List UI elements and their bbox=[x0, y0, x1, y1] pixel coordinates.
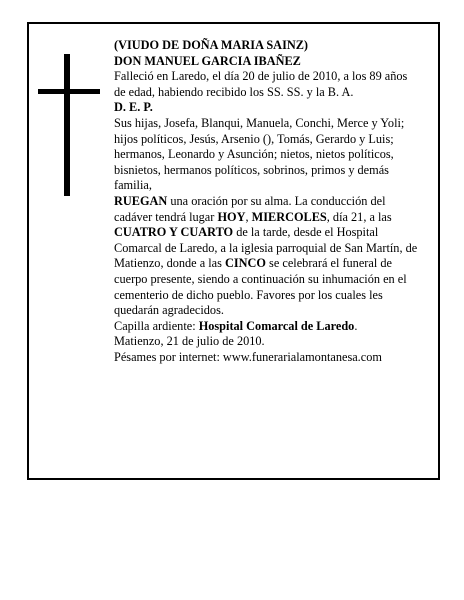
condolences-line: Pésames por internet: www.funerarialamontanesa.com bbox=[114, 349, 382, 364]
request-text-1: una oración por su alma. La conducción del cadáver tendrá lugar bbox=[114, 193, 386, 224]
request-comma: , bbox=[245, 209, 252, 224]
chapel-line bbox=[114, 319, 426, 335]
service-time: CINCO bbox=[224, 256, 266, 271]
cross-icon bbox=[38, 54, 100, 196]
hoy-word: HOY bbox=[217, 209, 246, 224]
chapel-place: Hospital Comarcal de Laredo bbox=[198, 318, 355, 333]
ruegan-word: RUEGAN bbox=[114, 193, 168, 208]
obituary-text bbox=[114, 38, 426, 365]
dep-abbreviation: D. E. P. bbox=[114, 100, 153, 115]
request-text-3: de la tarde, desde el Hospital Comarcal de Laredo, a la iglesia parroquial de San Martín, de Matienzo, donde a las bbox=[114, 225, 418, 271]
deceased-name: DON MANUEL GARCIA IBAÑEZ bbox=[114, 53, 301, 68]
cross-vertical-bar bbox=[64, 54, 70, 196]
request-text-4: se celebrará el funeral de cuerpo presente, siendo a continuación su inhumación en el cementerio de dicho pueblo. Favores por los cuales les quedarán agradecidos. bbox=[114, 256, 407, 318]
place-date: Matienzo, 21 de julio de 2010. bbox=[114, 334, 265, 349]
request-text-2: , día 21, a las bbox=[326, 209, 392, 224]
cross-horizontal-bar bbox=[38, 89, 100, 94]
funeral-time: CUATRO Y CUARTO bbox=[114, 225, 234, 240]
family-list: Sus hijas, Josefa, Blanqui, Manuela, Conchi, Merce y Yoli; hijos políticos, Jesús, Arsenio (), Tomás, Gerardo y Luis; hermanos, Leonardo y Asunción; nietos, nietos políticos, bisnietos, hermanos políticos, sobrinos, primos y demás familia, bbox=[114, 115, 405, 193]
widower-of-line: (VIUDO DE DOÑA MARIA SAINZ) bbox=[114, 38, 309, 52]
funeral-day: MIERCOLES bbox=[251, 209, 327, 224]
chapel-end: . bbox=[354, 318, 358, 333]
chapel-label: Capilla ardiente: bbox=[114, 318, 199, 333]
death-announcement: Falleció en Laredo, el día 20 de julio de 2010, a los 89 años bbox=[114, 69, 408, 84]
funeral-request bbox=[114, 194, 426, 319]
sacraments-line: de edad, habiendo recibido los SS. SS. y la B. A. bbox=[114, 84, 354, 99]
